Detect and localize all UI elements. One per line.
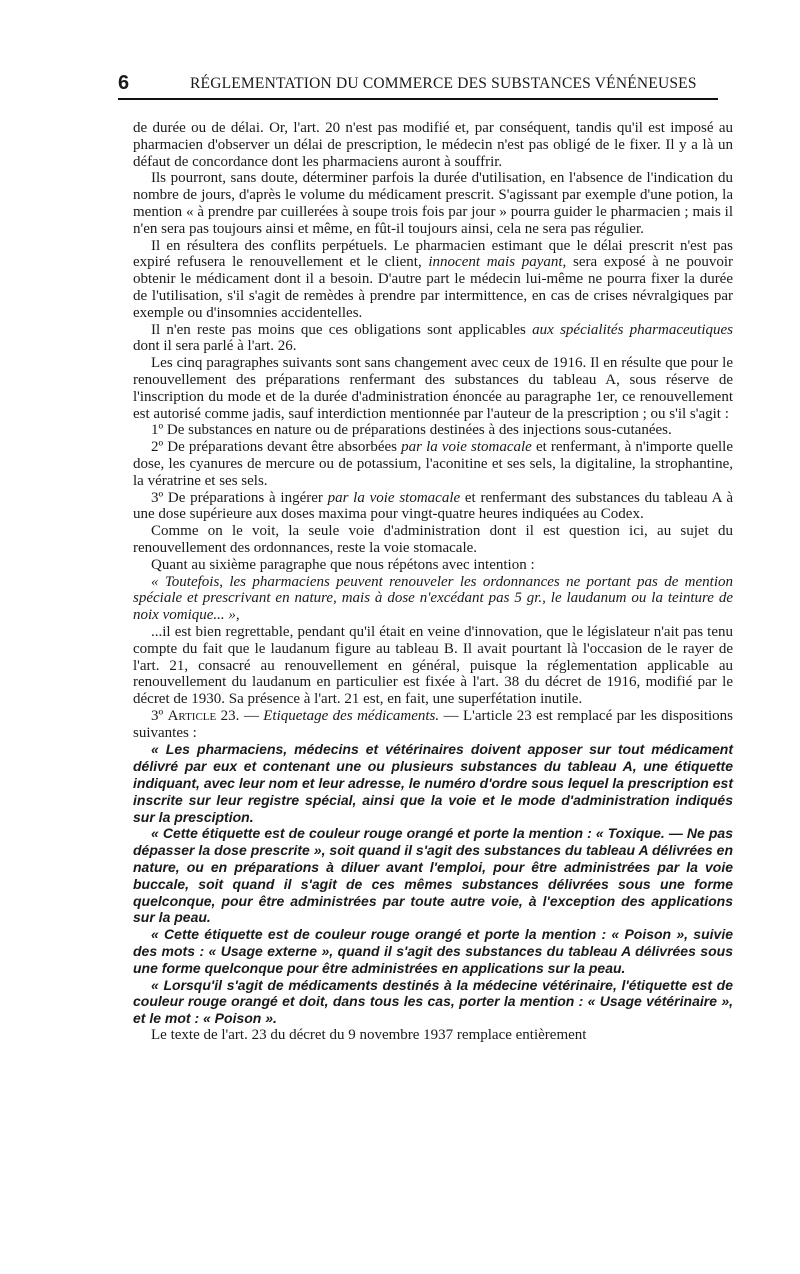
text-run: 2º De préparations devant être absorbées bbox=[151, 439, 402, 456]
text-run: Ils pourront, sans doute, déterminer parfois la durée d'utilisation, en l'absence de l'indication du nombre de jours, d'après le volume du médicament prescrit. S'agissant par exemple d'une potion, la mention « à prendre par cuillerées à soupe trois fois par jour » pourra guider le pharmacien ; mais il n'en sera pas toujours ainsi et même, en fût-il toujours ainsi, cela ne sera pas régulier. bbox=[133, 170, 733, 237]
text-run: « Cette étiquette est de couleur rouge orangé et porte la mention : « Poison », suivie des mots : « Usage externe », quand il s'agit des substances du tableau A délivrées sous une forme quelconque pour être administrées en applications sur la peau. bbox=[133, 926, 733, 976]
body-text bbox=[133, 120, 733, 1044]
text-run: innocent mais payant, bbox=[428, 254, 567, 271]
page-header bbox=[118, 72, 718, 100]
text-run: ...il est bien regrettable, pendant qu'il était en veine d'innovation, que le législateur n'ait pas tenu compte du fait que le laudanum figure au tableau B. Il avait pourtant là l'occasion de le rayer de l'art. 21, consacré au renouvellement en général, puisque la réglementation applicable au renouvellement du laudanum en particulier est fixée à l'art. 38 du décret de 1916, modifié par le décret de 1930. Sa présence à l'art. 21 est, en fait, une superfétation inutile. bbox=[133, 623, 733, 708]
paragraph bbox=[133, 1027, 733, 1044]
text-run: Il en résultera des conflits perpétuels. Le pharmacien estimant que le délai prescrit n'est pas expiré refusera le renouvellement et le client, bbox=[133, 237, 733, 271]
text-run: Le texte de l'art. 23 du décret du 9 novembre 1937 remplace entièrement bbox=[151, 1027, 587, 1044]
paragraph bbox=[133, 708, 733, 742]
text-run: « Toutefois, les pharmaciens peuvent renouveler les ordonnances ne portant pas de mention spéciale et prescrivant en nature, mais à dose n'excédant pas 5 gr., le laudanum ou la teinture de noix vomique... », bbox=[133, 573, 733, 624]
paragraph bbox=[133, 574, 733, 624]
text-run: par la voie stomacale bbox=[327, 489, 461, 506]
text-run: « Lorsqu'il s'agit de médicaments destinés à la médecine vétérinaire, l'étiquette est de couleur rouge orangé et doit, dans tous les cas, porter la mention : « Usage vétérinaire », et le mot : « Poison ». bbox=[133, 976, 733, 1027]
text-run: 3º bbox=[151, 707, 168, 724]
text-run: 23. — bbox=[216, 707, 264, 724]
paragraph bbox=[133, 355, 733, 422]
paragraph bbox=[133, 926, 733, 976]
paragraph bbox=[133, 238, 733, 322]
text-run: aux spécialités pharmaceutiques bbox=[532, 321, 733, 338]
text-run: — L'article 23 est remplacé par les dispositions suivantes : bbox=[133, 707, 733, 741]
paragraph bbox=[133, 741, 733, 825]
text-run: « Cette étiquette est de couleur rouge orangé et porte la mention : « Toxique. — Ne pas dépasser la dose prescrite », soit quand il s'agit des substances du tableau A délivrées en nature, ou en préparations à diluer avant l'emploi, pour être administrées par la voie buccale, soit quand il s'agit de ces mêmes substances délivrées sous une forme quelconque, pour être administrées par toute autre voie, à l'exception des applications sur la peau. bbox=[133, 825, 733, 926]
text-run: et renfermant, à n'importe quelle dose, les cyanures de mercure ou de potassium, l'aconitine et ses sels, la digitaline, la strophantine, la vératrine et ses sels. bbox=[133, 439, 733, 489]
text-run: Quant au sixième paragraphe que nous répétons avec intention : bbox=[151, 556, 535, 573]
paragraph bbox=[133, 624, 733, 708]
paragraph bbox=[133, 120, 733, 170]
paragraph bbox=[133, 422, 733, 439]
text-run: par la voie stomacale bbox=[401, 439, 532, 456]
text-run: 3º De préparations à ingérer bbox=[151, 489, 328, 506]
text-run: Il n'en reste pas moins que ces obligations sont applicables bbox=[151, 321, 533, 338]
paragraph bbox=[133, 977, 733, 1027]
text-run: Les cinq paragraphes suivants sont sans changement avec ceux de 1916. Il en résulte que pour le renouvellement des préparations renfermant des substances du tableau A, sous réserve de l'inscription du mode et de la durée d'administration énoncée au paragraphe 1er, ce renouvellement est autorisé comme jadis, sauf interdiction mentionnée par l'auteur de la prescription ; ou s'il s'agit : bbox=[133, 355, 733, 422]
text-run: sera exposé à ne pouvoir obtenir le médicament dont il a besoin. D'autre part le médecin lui-même ne pourra fixer la durée de l'utilisation, s'il s'agit de remèdes à prendre par intermittence, en cas de crises névralgiques par exemple ou d'insomnies accidentelles. bbox=[133, 254, 733, 321]
text-run: dont il sera parlé à l'art. 26. bbox=[133, 338, 297, 355]
text-run: de durée ou de délai. Or, l'art. 20 n'est pas modifié et, par conséquent, tandis qu'il est imposé au pharmacien d'observer un délai de prescription, le médecin n'est pas obligé de le fixer. Il y a là un défaut de concordance dont les pharmaciens auront à souffrir. bbox=[133, 120, 733, 170]
paragraph bbox=[133, 523, 733, 557]
running-title: RÉGLEMENTATION DU COMMERCE DES SUBSTANCES VÉNÉNEUSES bbox=[190, 75, 697, 92]
paragraph bbox=[133, 490, 733, 524]
text-run: Etiquetage des médicaments. bbox=[263, 707, 440, 724]
text-run: « Les pharmaciens, médecins et vétérinaires doivent apposer sur tout médicament délivré par eux et contenant une ou plusieurs substances du tableau A, une étiquette indiquant, avec leur nom et leur adresse, le numéro d'ordre sous lequel la prescription est inscrite sur leur registre spécial, ainsi que la voie et le mode d'administration indiqués sur la presciption. bbox=[133, 741, 733, 825]
text-run: et renfermant des substances du tableau A à une dose supérieure aux doses maxima pour vingt-quatre heures indiquées au Codex. bbox=[133, 489, 733, 523]
paragraph bbox=[133, 557, 733, 574]
text-run: Comme on le voit, la seule voie d'administration dont il est question ici, au sujet du renouvellement des ordonnances, reste la voie stomacale. bbox=[133, 523, 733, 556]
page-number: 6 bbox=[118, 72, 130, 94]
paragraph bbox=[133, 825, 733, 926]
text-run: Article bbox=[167, 707, 217, 724]
paragraph bbox=[133, 439, 733, 489]
paragraph bbox=[133, 170, 733, 237]
paragraph bbox=[133, 322, 733, 356]
text-run: 1º De substances en nature ou de préparations destinées à des injections sous-cutanées. bbox=[151, 422, 672, 439]
